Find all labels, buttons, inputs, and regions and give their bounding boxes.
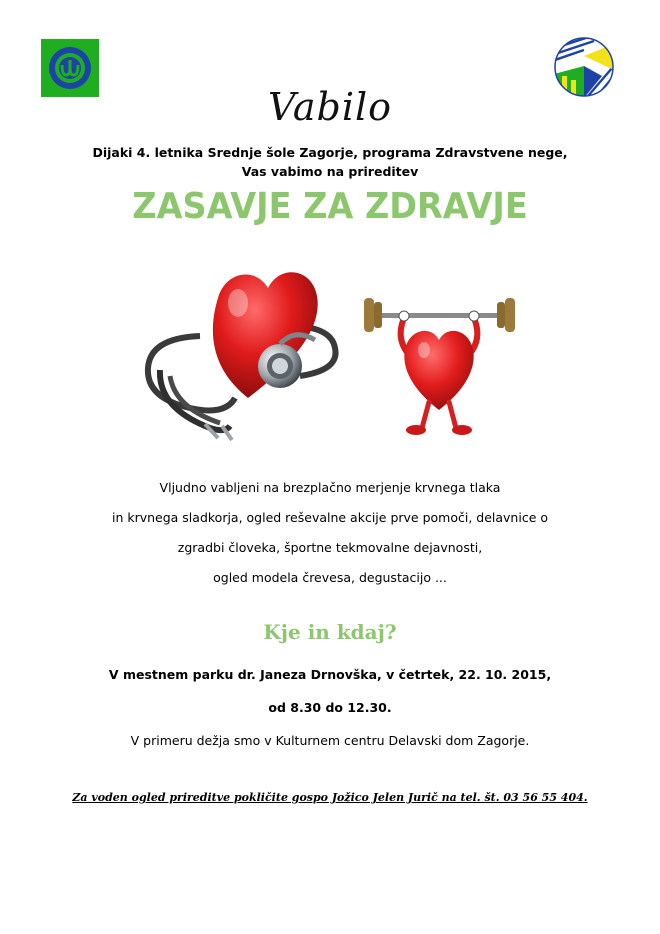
event-time: od 8.30 do 12.30.: [268, 700, 392, 715]
heart-weightlifter-icon: [352, 280, 527, 445]
event-location: V mestnem parku dr. Janeza Drnovška, v četrtek, 22. 10. 2015,: [108, 667, 552, 682]
contact-note: Za voden ogled prireditve pokličite gospo Jožico Jelen Jurič na tel. št. 03 56 55 404.: [72, 791, 588, 804]
invitation-text: [0, 473, 660, 593]
intro-text: Dijaki 4. letnika Srednje šole Zagorje, programa Zdravstvene nege, Vas vabimo na prireditev: [92, 145, 568, 179]
invitation-line: zgradbi človeka, športne tekmovalne dejavnosti,: [177, 540, 483, 555]
event-name: ZASAVJE ZA ZDRAVJE: [132, 186, 528, 227]
heart-stethoscope-icon: [130, 258, 350, 453]
event-details: [0, 658, 660, 757]
invitation-line: Vljudno vabljeni na brezplačno merjenje krvnega tlaka: [159, 480, 501, 495]
where-when-heading: Kje in kdaj?: [263, 620, 397, 644]
rain-location: V primeru dežja smo v Kulturnem centru Delavski dom Zagorje.: [130, 733, 530, 748]
invitation-line: in krvnega sladkorja, ogled reševalne akcije prve pomoči, delavnice o: [111, 510, 549, 525]
page-title: Vabilo: [267, 85, 393, 129]
invitation-line: ogled modela črevesa, degustacijo ...: [213, 570, 447, 585]
